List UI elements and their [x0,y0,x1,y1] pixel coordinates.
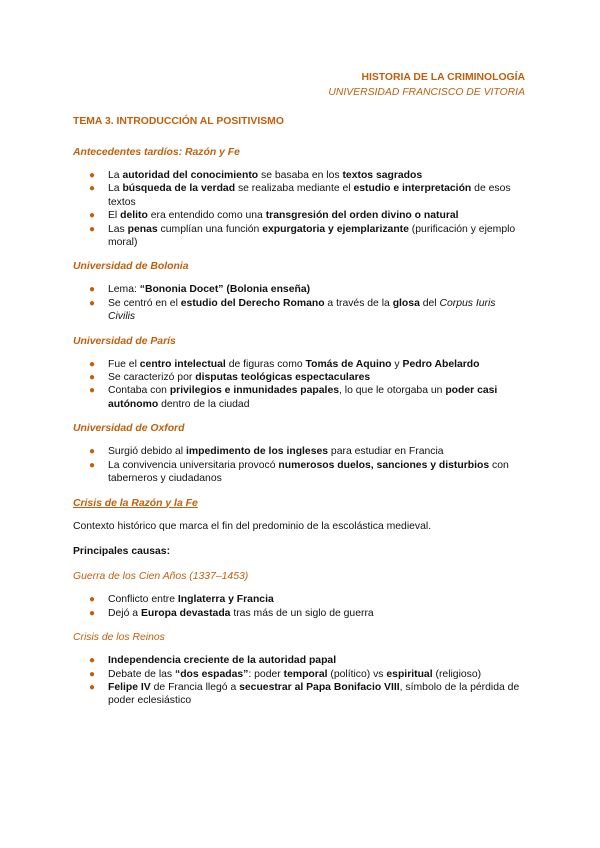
subsection-title-guerra: Guerra de los Cien Años (1337–1453) [73,571,249,583]
university-name: UNIVERSIDAD FRANCISCO DE VITORIA [328,87,525,98]
bullet-dot-icon: ● [89,170,96,181]
list-item: ● Felipe IV de Francia llegó a secuestrar al Papa Bonifacio VIII, símbolo de la pérdida de poder eclesiástico [89,681,520,707]
crisis-intro: Contexto histórico que marca el fin del predominio de la escolástica medieval. [73,520,432,532]
bullet-dot-icon: ● [89,358,96,370]
list-item: ● Fue el centro intelectual de figuras como Tomás de Aquino y Pedro Abelardo [89,358,480,370]
section-title-oxford: Universidad de Oxford [73,423,185,435]
list-item: ● Debate de las “dos espadas”: poder temporal (político) vs espiritual (religioso) [89,668,482,680]
page-header [328,70,525,100]
course-title: HISTORIA DE LA CRIMINOLOGÍA [361,72,525,83]
section-title-bolonia: Universidad de Bolonia [73,261,189,273]
bolonia-list [73,283,525,323]
list-item: ● Lema: “Bononia Docet” (Bolonia enseña) [89,284,311,296]
bullet-dot-icon: ● [89,372,96,384]
bullet-dot-icon: ● [89,594,96,606]
bullet-dot-icon: ● [89,446,96,458]
bullet-dot-icon: ● [89,385,96,397]
list-item: ● Se centró en el estudio del Derecho Romano a través de la glosa del Corpus Iuris Civilis [89,297,496,323]
bullet-dot-icon: ● [89,681,96,693]
paris-list [73,358,525,412]
bullet-dot-icon: ● [89,284,96,296]
antecedentes-list [73,169,525,249]
list-item: ● Se caracterizó por disputas teológicas espectaculares [89,372,371,384]
section-title-crisis: Crisis de la Razón y la Fe [73,497,198,509]
section-title-antecedentes: Antecedentes tardíos: Razón y Fe [73,147,240,158]
list-item: ● Conflicto entre Inglaterra y Francia [89,594,274,606]
bullet-dot-icon: ● [89,655,96,667]
list-item: ● Independencia creciente de la autoridad papal [89,655,337,667]
list-item: ● Contaba con privilegios e inmunidades papales, lo que le otorgaba un poder casi autónomo dentro de la ciudad [89,385,498,410]
bullet-dot-icon: ● [89,459,96,471]
bullet-dot-icon: ● [89,297,96,309]
list-item: ● Las penas cumplían una función expurgatoria y ejemplarizante (purificación y ejemplo moral) [89,223,516,249]
topic-title: TEMA 3. INTRODUCCIÓN AL POSITIVISMO [73,116,284,127]
list-item: ● Dejó a Europa devastada tras más de un siglo de guerra [89,607,374,619]
causes-label: Principales causas: [73,545,171,557]
document-body [73,115,525,719]
subsection-title-reinos: Crisis de los Reinos [73,632,165,644]
list-item: ● Surgió debido al impedimento de los ingleses para estudiar en Francia [89,446,444,458]
bullet-dot-icon: ● [89,210,96,222]
section-title-paris: Universidad de París [73,335,176,347]
list-item: ● La búsqueda de la verdad se realizaba mediante el estudio e interpretación de esos textos [89,183,511,208]
bullet-dot-icon: ● [89,183,96,195]
bullet-dot-icon: ● [89,668,96,680]
reinos-list [73,654,525,708]
list-item: ● La convivencia universitaria provocó numerosos duelos, sanciones y disturbios con taberneros y ciudadanos [89,459,509,485]
bullet-dot-icon: ● [89,223,96,235]
list-item: ● La autoridad del conocimiento se basaba en los textos sagrados [89,170,423,181]
bullet-dot-icon: ● [89,607,96,619]
oxford-list [73,445,525,485]
list-item: ● El delito era entendido como una transgresión del orden divino o natural [89,210,459,222]
guerra-list [73,593,525,620]
